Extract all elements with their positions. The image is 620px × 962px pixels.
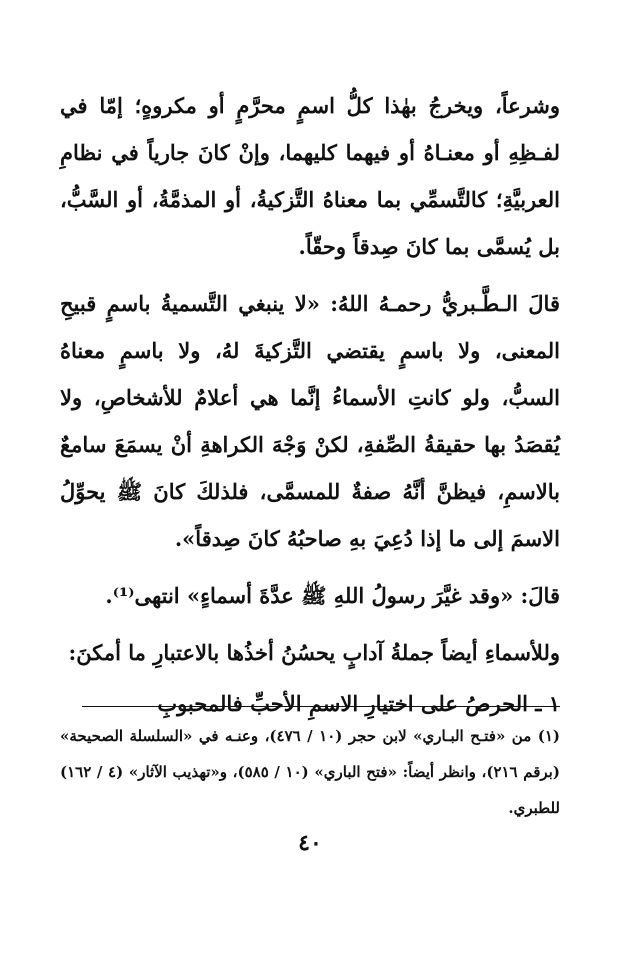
- paragraph-tabari-quote: قالَ الـطَّـبريُّ رحمـهُ اللهُ: «لا ينبغي التَّسميةُ باسمٍ قبيحِ المعنى، ولا باسمٍ يقتضي التَّزكيةَ لهُ، ولا باسمٍ معناهُ السبُّ، ولو كانتِ الأسماءُ إنَّما هي أعلامٌ للأشخاصِ، ولا يُقصَدُ بها حقيقةُ الصِّفةِ، لكنْ وَجْهَ الكراهةِ أنْ يسمَعَ سامعٌ بالاسمِ، فيظنَّ أنَّهُ صفةٌ للمسمَّى، فلذلكَ كانَ ﷺ يحوِّلُ الاسمَ إلى ما إذا دُعِيَ بهِ صاحبُهُ كانَ صِدقاً».: [60, 291, 560, 551]
- paragraph-naming-rule: وشرعاً، ويخرجُ بهٰذا كلُّ اسمٍ محرَّمٍ أو مكروهٍ؛ إمّا في لفـظِهِ أو معنـاهُ أو فيهما كليهما، وإنْ كانَ جارياً في نظامِ العربيَّةِ؛ كالتَّسمِّي بما معناهُ التَّزكيةُ، أو المذمَّةُ، أو السَّبُّ، بل يُسمَّى بما كانَ صِدقاً وحقّاً.: [60, 93, 560, 259]
- list-item-first-etiquette: ١ ـ الحرصُ على اختيارِ الاسمِ الأحبِّ فالمحبوبِ: [157, 691, 560, 716]
- paragraph-naming-etiquette: وللأسماءِ أيضاً جملةُ آدابٍ يحسُنُ أخذُها بالاعتبارِ ما أمكنَ:: [68, 640, 560, 665]
- footnote-divider: [82, 706, 560, 707]
- paragraph-prophet-changed-names: قالَ: «وقد غيَّرَ رسولُ اللهِ ﷺ عدَّةَ أسماءٍ» انتهى⁽¹⁾.: [105, 583, 560, 608]
- page-number: ٤٠: [298, 830, 322, 856]
- main-text: [60, 82, 560, 724]
- footnote: (١) من «فتـح البـاري» لابن حجر (١٠ / ٤٧٦)، وعنـه في «السلسلة الصحيحة» (برقم ٢١٦)، وانظر أيضاً: «فتح الباري» (١٠ / ٥٨٥)، و«تهذيب الآثار» (٤ / ١٦٢) للطبري.: [60, 727, 560, 817]
